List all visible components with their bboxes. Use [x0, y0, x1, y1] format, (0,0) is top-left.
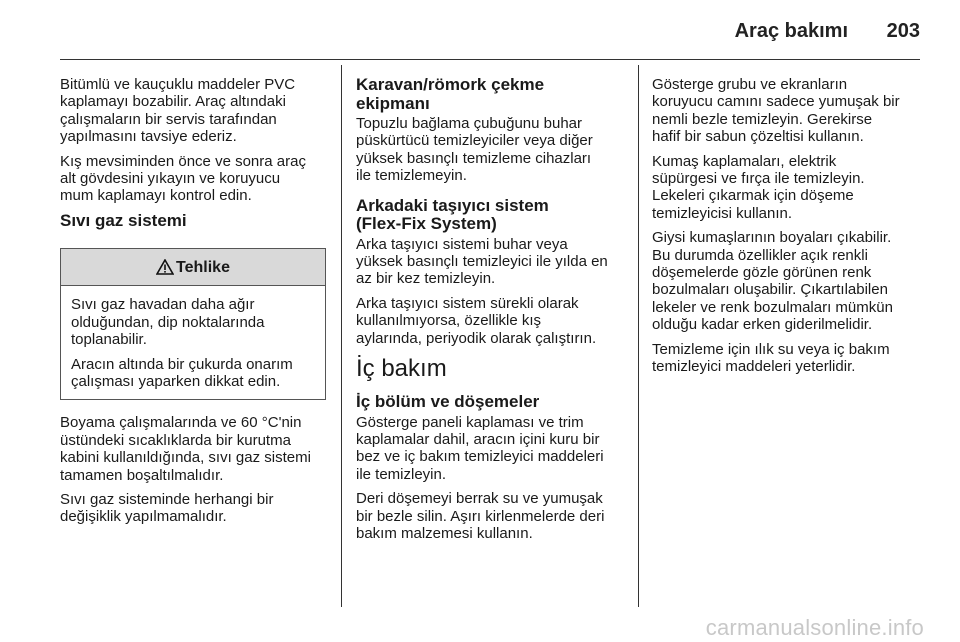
- column-divider-2: [638, 65, 639, 607]
- paragraph: Sıvı gaz sisteminde herhangi bir değişiklik yapılmamalıdır.: [60, 491, 274, 526]
- warning-header: [61, 249, 325, 286]
- column-1: [60, 76, 326, 533]
- section-heading-lpg: Sıvı gaz sistemi: [60, 210, 187, 230]
- paragraph: Boyama çalışmalarında ve 60 °C'nin üstündeki sıcaklıklarda bir kurutma kabini kullanıldığında, sıvı gaz sistemi tamamen boşaltılmalıdır.: [60, 414, 311, 484]
- page-header-title: Araç bakımı: [734, 20, 848, 42]
- paragraph: Giysi kumaşlarının boyaları çıkabilir. Bu durumda özellikler açık renkli döşemelerde gözle görünen renk bozulmaları oluşabilir. Çıkartılabilen lekeler ve renk bozulmaları mümkün olduğu kadar erken giderilmelidir.: [652, 229, 893, 334]
- warning-paragraph: Aracın altında bir çukurda onarım çalışması yaparken dikkat edin.: [71, 355, 293, 390]
- paragraph: Kış mevsiminden önce ve sonra araç alt gövdesini yıkayın ve koruyucu mum kaplamayı kontrol edin.: [60, 152, 306, 205]
- section-heading-towing: Karavan/römork çekme ekipmanı: [356, 75, 545, 113]
- section-heading-rear-carrier: Arkadaki taşıyıcı sistem (Flex-Fix System): [356, 195, 549, 234]
- column-3: [652, 76, 924, 383]
- paragraph: Temizleme için ılık su veya iç bakım temizleyici maddeleri yeterlidir.: [652, 340, 890, 376]
- watermark: carmanualsonline.info: [705, 615, 924, 640]
- section-heading-interior-upholstery: İç bölüm ve döşemeler: [356, 392, 540, 412]
- warning-title: Tehlike: [176, 258, 230, 276]
- warning-body: [61, 286, 325, 399]
- paragraph: Kumaş kaplamaları, elektrik süpürgesi ve fırça ile temizleyin. Lekeleri çıkarmak için döşeme temizleyicisi kullanın.: [652, 152, 865, 222]
- danger-warning-box: [60, 248, 326, 400]
- page-number: 203: [886, 20, 920, 42]
- paragraph: Bitümlü ve kauçuklu maddeler PVC kaplamayı bozabilir. Araç altındaki çalışmaların bir servis tarafından yapılmasını tavsiye ederiz.: [60, 76, 296, 146]
- paragraph: Arka taşıyıcı sistem sürekli olarak kullanılmıyorsa, özellikle kış aylarında, periyodik olarak çalıştırın.: [356, 294, 597, 347]
- warning-paragraph: Sıvı gaz havadan daha ağır olduğundan, dip noktalarında toplanabilir.: [71, 296, 265, 349]
- header-divider: [60, 59, 920, 60]
- column-divider-1: [341, 65, 342, 607]
- paragraph: Gösterge grubu ve ekranların koruyucu camını sadece yumuşak bir nemli bezle temizleyin. Gerekirse hafif bir sabun çözeltisi kullanın.: [652, 76, 900, 146]
- paragraph: Deri döşemeyi berrak su ve yumuşak bir bezle silin. Aşırı kirlenmelerde deri bakım malzemesi kullanın.: [356, 490, 605, 542]
- column-2: [356, 76, 626, 549]
- paragraph: Arka taşıyıcı sistemi buhar veya yüksek basınçlı temizleyici ile yılda en az bir kez temizleyin.: [356, 235, 608, 288]
- paragraph: Topuzlu bağlama çubuğunu buhar püskürtücü temizleyiciler veya diğer yüksek basınçlı temizleme cihazları ile temizlemeyin.: [356, 115, 593, 185]
- paragraph: Gösterge paneli kaplaması ve trim kaplamalar dahil, aracın içini kuru bir bez ve iç bakım temizleyici maddeleri ile temizleyin.: [356, 413, 604, 483]
- major-heading-interior-care: İç bakım: [356, 355, 447, 383]
- warning-triangle-icon: [156, 259, 174, 275]
